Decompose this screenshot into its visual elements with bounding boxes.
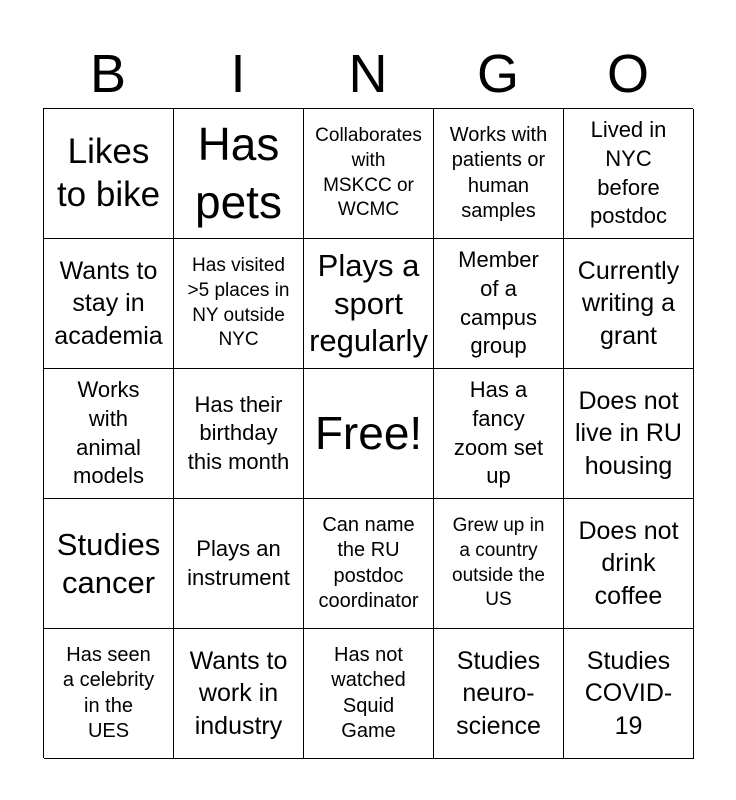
cell-text: Has a fancy zoom set up: [453, 377, 544, 489]
header-letter-i: I: [230, 44, 246, 104]
cell-text: Can name the RU postdoc coordinator: [318, 514, 419, 612]
header-letter-o: O: [606, 44, 649, 104]
bingo-cell[interactable]: [44, 109, 174, 239]
cell-text: Does not drink coffee: [578, 516, 679, 610]
bingo-cell[interactable]: [174, 239, 304, 369]
cell-text: Lived in NYC before postdoc: [589, 117, 668, 229]
bingo-cell[interactable]: [304, 109, 434, 239]
cell-text: Has visited >5 places in NY outside NYC: [187, 255, 290, 351]
bingo-header: [43, 40, 693, 108]
cell-text: Works with animal models: [73, 377, 144, 489]
bingo-cell[interactable]: [44, 629, 174, 759]
bingo-board: [43, 108, 693, 758]
bingo-cell[interactable]: [304, 629, 434, 759]
cell-text: Has seen a celebrity in the UES: [62, 644, 155, 742]
bingo-cell[interactable]: [174, 629, 304, 759]
cell-text: Collaborates with MSKCC or WCMC: [315, 125, 422, 221]
cell-text: Has pets: [195, 118, 282, 228]
cell-text: Studies neuro- science: [456, 646, 541, 740]
header-letter-g: G: [476, 44, 519, 104]
cell-text: Member of a campus group: [458, 247, 539, 359]
cell-text: Grew up in a country outside the US: [452, 515, 545, 611]
bingo-cell[interactable]: [564, 109, 694, 239]
bingo-cell[interactable]: [434, 109, 564, 239]
free-space[interactable]: [304, 369, 434, 499]
cell-text: Likes to bike: [56, 131, 161, 214]
bingo-cell[interactable]: [434, 499, 564, 629]
bingo-cell[interactable]: [564, 239, 694, 369]
bingo-cell[interactable]: [44, 369, 174, 499]
bingo-cell[interactable]: [564, 499, 694, 629]
bingo-cell[interactable]: [304, 499, 434, 629]
cell-text: Wants to work in industry: [189, 646, 288, 740]
bingo-cell[interactable]: [174, 109, 304, 239]
bingo-cell[interactable]: [44, 499, 174, 629]
cell-text: Wants to stay in academia: [54, 256, 163, 350]
cell-text: Does not live in RU housing: [575, 386, 682, 480]
bingo-cell[interactable]: [564, 629, 694, 759]
header-letter-n: N: [348, 44, 388, 104]
bingo-cell[interactable]: [434, 369, 564, 499]
cell-text: Works with patients or human samples: [449, 124, 548, 222]
header-letter-b: B: [89, 44, 127, 104]
cell-text: Free!: [314, 406, 423, 459]
bingo-cell[interactable]: [304, 239, 434, 369]
bingo-cell[interactable]: [434, 629, 564, 759]
bingo-cell[interactable]: [174, 369, 304, 499]
cell-text: Studies cancer: [56, 526, 161, 600]
cell-text: Has not watched Squid Game: [331, 644, 406, 742]
cell-text: Currently writing a grant: [577, 256, 680, 350]
bingo-cell[interactable]: [174, 499, 304, 629]
cell-text: Plays a sport regularly: [309, 247, 428, 359]
cell-text: Studies COVID- 19: [584, 646, 673, 740]
bingo-cell[interactable]: [564, 369, 694, 499]
cell-text: Plays an instrument: [187, 535, 290, 590]
cell-text: Has their birthday this month: [187, 391, 290, 474]
bingo-cell[interactable]: [434, 239, 564, 369]
bingo-cell[interactable]: [44, 239, 174, 369]
